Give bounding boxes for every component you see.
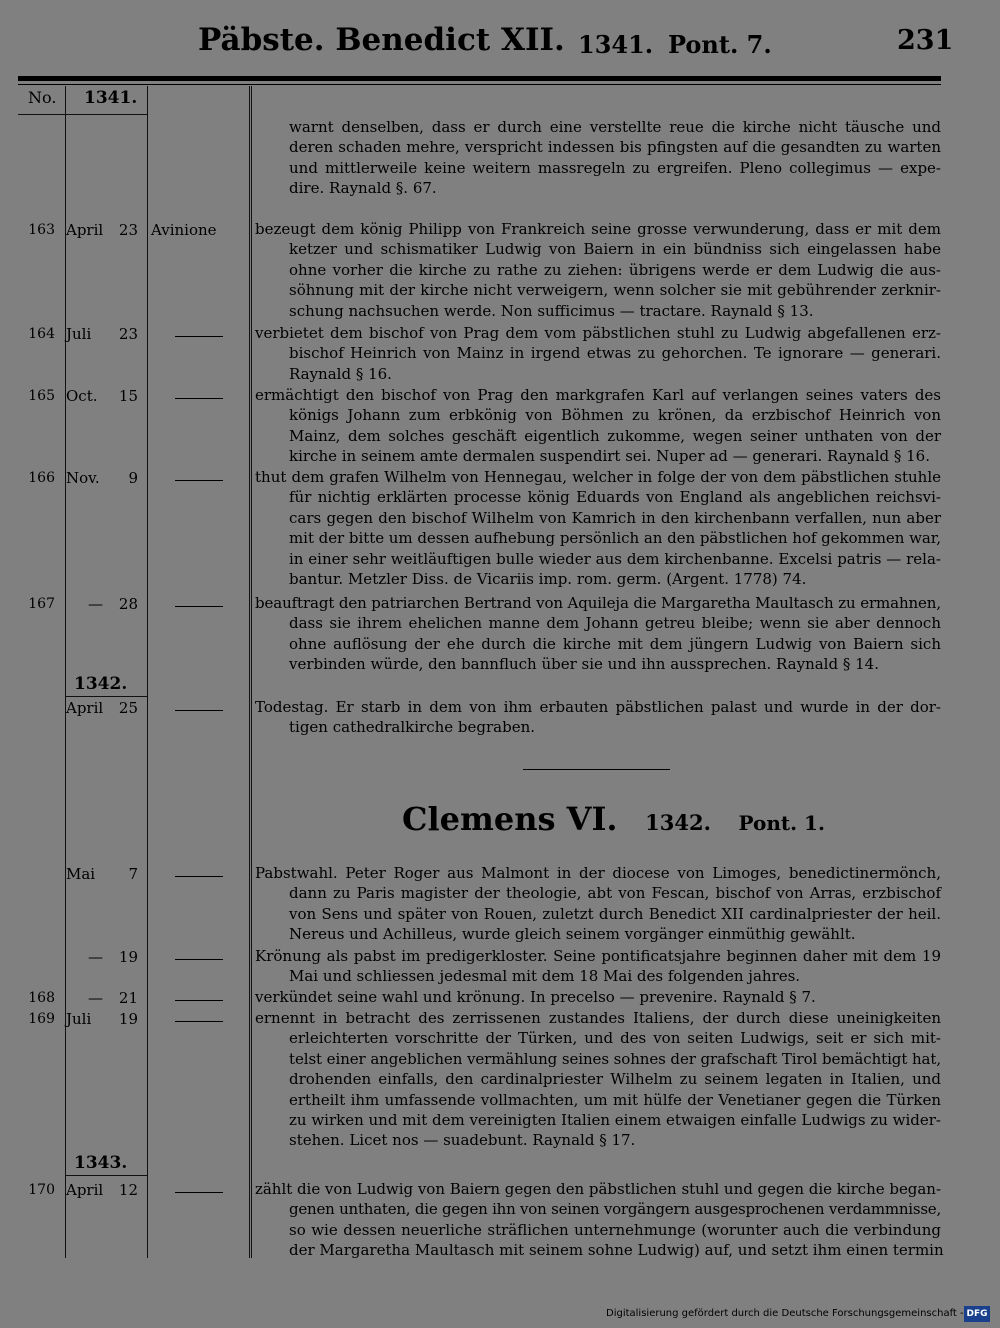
page-number: 231 [897,25,954,56]
entry-date [66,865,138,883]
year-marker: 1342. [74,674,128,694]
entry-day: 19 [118,1010,138,1028]
year-marker-underline [66,1175,147,1176]
entry-text-line: ernennt in betracht des zerrissenen zustandes Italiens, der durch diese uneinigkeiten [255,1009,941,1027]
entry-text-line: so wie dessen neuerliche sträflichen unternehmunge (worunter auch die verbindung [289,1220,941,1239]
entry-text-line: söhnung mit der kirche nicht verweigern, wenn solcher sie mit gebührender zerknir- [289,281,941,300]
entry-number: 165 [28,388,55,404]
entry-text-line: für nichtig erklärten processe könig Eduards von England als angeblichen reichsvi- [289,488,941,507]
entry-month: Juli [66,325,92,343]
section-title [402,800,825,838]
footer-credit: Digitalisierung gefördert durch die Deutsche Forschungsgemeinschaft - [606,1308,964,1319]
entry-text-line: in einer sehr weitläuftigen bulle wieder aus dem kirchenbanne. Excelsi patris — rela- [289,549,941,568]
entry-text-line: bezeugt dem könig Philipp von Frankreich seine grosse verwunderung, dass er mit dem [255,220,941,238]
entry-text-line: der Margaretha Maultasch mit seinem sohne Ludwig) auf, und setzt ihm einen termin [289,1241,944,1260]
entry-number: 163 [28,222,55,238]
entry-text-line: dann zu Paris magister der theologie, abt von Fescan, bischof von Arras, erzbischof [289,884,941,903]
entry-text-line: bischof Heinrich von Mainz in irgend etwas zu gehorchen. Te ignorare — generari. [289,344,941,363]
entry-text [255,117,941,199]
entry-number: 164 [28,326,55,342]
header-rule-thin [18,84,941,85]
ditto-dash [175,876,223,877]
entry-text-line: cars gegen den bischof Wilhelm von Kamrich in den kirchenbann verfallen, nun aber [289,508,941,527]
entry-text [255,1008,941,1151]
entry-day: 23 [118,325,138,343]
column-divider-date [147,86,148,1258]
entry-text-line: ohne vorher die kirche zu rathe zu ziehen: übrigens werde er dem Ludwig die aus- [289,260,941,279]
entry-month: April [66,699,104,717]
ditto-dash [175,606,223,607]
entry-text-line: Mainz, dem solches geschäft eigentlich zukomme, wegen seiner unthaten von der [289,426,941,445]
entry-text-line: verbinden würde, den bannfluch über sie und ihn aussprechen. Raynald § 14. [289,655,879,674]
entry-text-line: Pabstwahl. Peter Roger aus Malmont in der diocese von Limoges, benedictinermönch, [255,864,941,882]
entry-text [255,987,941,1007]
entry-day: 23 [118,221,138,239]
entry-text-line: schung nachsuchen werde. Non sufficimus — tractare. Raynald § 13. [289,301,814,320]
entry-date [66,325,138,343]
ditto-dash [175,336,223,337]
column-header-year: 1341. [84,88,138,108]
section-divider [523,769,670,770]
entry-number: 168 [28,990,55,1006]
entry-place: Avinione [151,221,217,239]
entry-text-line: erleichterten vorschritte der Türken, und des von seiten Ludwigs, seit er sich mit- [289,1029,941,1048]
ditto-dash [175,1192,223,1193]
entry-text [255,593,941,675]
year-marker-underline [66,696,147,697]
entry-date [66,989,138,1007]
entry-text-line: zu wirken und mit dem vereinigten Italien einem etwaigen einfalle Ludwigs zu wider- [289,1111,941,1130]
header-rule-thick [18,76,941,81]
entry-day: 19 [118,948,138,966]
entry-text-line: deren schaden mehre, verspricht indessen bis pfingsten auf die gesandten zu warten [289,138,941,157]
page-header-year: 1341. [578,30,654,59]
entry-text-line: dire. Raynald §. 67. [289,179,437,198]
entry-day: 7 [128,865,138,883]
entry-text-line: Mai und schliessen jedesmal mit dem 18 Mai des folgenden jahres. [289,967,801,986]
entry-date [66,699,138,717]
entry-text-line: Todestag. Er starb in dem von ihm erbauten päbstlichen palast und wurde in der dor- [255,698,941,716]
page-header-pont: Pont. 7. [668,30,772,59]
entry-month: April [66,1181,104,1199]
ditto-dash [175,398,223,399]
entry-month: — [88,595,103,613]
entry-number: 169 [28,1011,55,1027]
entry-day: 21 [118,989,138,1007]
entry-text-line: königs Johann zum erbkönig von Böhmen zu krönen, da erzbischof Heinrich von [289,406,941,425]
entry-month: Mai [66,865,96,883]
entry-month: — [88,989,103,1007]
entry-text-line: genen unthaten, die gegen ihn von seinen vorgängern ausgesprochenen verdammnisse, [289,1200,941,1219]
column-divider-no [65,86,66,1258]
entry-month: Oct. [66,387,98,405]
entry-number: 166 [28,470,55,486]
entry-text-line: verkündet seine wahl und krönung. In precelso — prevenire. Raynald § 7. [255,988,816,1006]
entry-text-line: stehen. Licet nos — suadebunt. Raynald § 17. [289,1131,636,1150]
entry-text-line: ketzer und schismatiker Ludwig von Baiern in ein bündniss sich eingelassen habe [289,240,941,259]
entry-date [66,221,138,239]
entry-text-line: zählt die von Ludwig von Baiern gegen den päbstlichen stuhl und gegen die kirche began- [255,1180,941,1198]
section-pont: Pont. 1. [738,811,825,835]
ditto-dash [175,959,223,960]
entry-text-line: dass sie ihrem ehelichen manne dem Johann getreu bleibe; wenn sie aber dennoch [289,614,941,633]
entry-date [66,387,138,405]
entry-date [66,595,138,613]
entry-text-line: thut dem grafen Wilhelm von Hennegau, welcher in folge der von dem päbstlichen stuhle [255,468,941,486]
section-year: 1342. [645,810,711,835]
entry-text [255,467,941,589]
entry-month: April [66,221,104,239]
ditto-dash [175,1021,223,1022]
entry-day: 15 [118,387,138,405]
column-header-no: No. [28,88,57,107]
entry-text-line: mit der bitte um dessen aufhebung persönlich an den päbstlichen hof gekommen war, [289,529,941,548]
entry-text-line: drohenden einfalls, den cardinalpriester Wilhelm zu seinem legaten in Italien, und [289,1070,941,1089]
year-marker: 1343. [74,1153,128,1173]
column-divider-place-double [251,86,252,1258]
entry-text-line: warnt denselben, dass er durch eine verstellte reue die kirche nicht täusche und [289,118,941,136]
entry-text-line: ermächtigt den bischof von Prag den markgrafen Karl auf verlangen seines vaters des [255,386,941,404]
entry-text-line: beauftragt den patriarchen Bertrand von Aquileja die Margaretha Maultasch zu ermahnen, [255,594,941,612]
entry-text-line: ertheilt ihm umfassende vollmachten, um mit hülfe der Venetianer gegen die Türken [289,1090,941,1109]
entry-date [66,948,138,966]
ditto-dash [175,480,223,481]
entry-text [255,1179,944,1261]
entry-month: — [88,948,103,966]
entry-text-line: telst einer angeblichen vermählung seines sohnes der grafschaft Tirol bemächtigt hat, [289,1049,941,1068]
entry-day: 28 [118,595,138,613]
entry-text-line: ohne auflösung der ehe durch die kirche mit dem jüngern Ludwig von Baiern sich [289,634,941,653]
entry-month: Juli [66,1010,92,1028]
ditto-dash [175,1000,223,1001]
entry-text-line: verbietet dem bischof von Prag dem vom päbstlichen stuhl zu Ludwig abgefallenen erz- [255,324,941,342]
entry-text-line: bantur. Metzler Diss. de Vicariis imp. rom. germ. (Argent. 1778) 74. [289,570,807,589]
section-pope-name: Clemens VI. [402,800,618,838]
entry-day: 25 [118,699,138,717]
entry-number: 170 [28,1182,55,1198]
entry-text [255,697,941,738]
dfg-logo: DFG [964,1306,990,1322]
entry-text-line: von Sens und später von Rouen, zuletzt durch Benedict XII cardinalpriester der heil. [289,904,941,923]
entry-text [255,323,941,384]
column-header-underline-year [66,114,147,115]
entry-text-line: und mittlerweile keine weitern massregeln zu ergreifen. Pleno collegimus — expe- [289,158,941,177]
entry-text [255,863,941,945]
entry-number: 167 [28,596,55,612]
entry-text-line: kirche in seinem amte dermalen suspendirt sei. Nuper ad — generari. Raynald § 16. [289,447,930,466]
entry-text-line: Nereus und Achilleus, wurde gleich seinem vorgänger einmüthig gewählt. [289,925,856,944]
entry-text-line: Krönung als pabst im predigerkloster. Seine pontificatsjahre beginnen daher mit dem 19 [255,947,941,965]
entry-day: 12 [118,1181,138,1199]
entry-date [66,1181,138,1199]
entry-month: Nov. [66,469,100,487]
ditto-dash [175,710,223,711]
entry-text [255,219,941,321]
column-divider-place [249,86,250,1258]
entry-date [66,469,138,487]
column-header-underline-no [18,114,65,115]
entry-text-line: Raynald § 16. [289,364,392,383]
entry-text-line: tigen cathedralkirche begraben. [289,718,536,737]
entry-text [255,946,941,987]
page-header-title: Päbste. Benedict XII. [198,22,565,58]
entry-date [66,1010,138,1028]
entry-text [255,385,941,467]
entry-day: 9 [128,469,138,487]
